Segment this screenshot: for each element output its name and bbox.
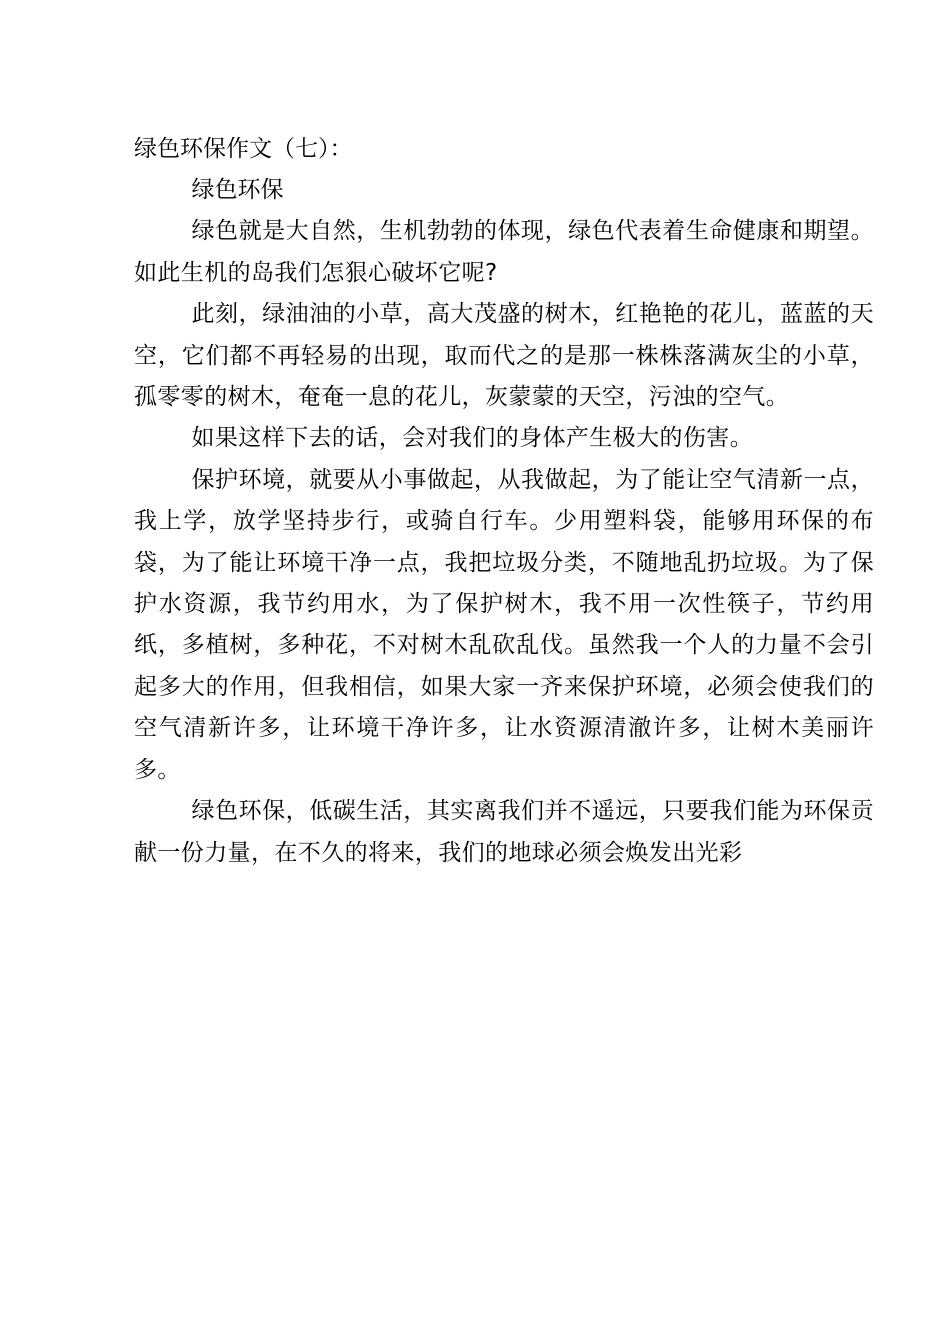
paragraph-2: 此刻，绿油油的小草，高大茂盛的树木，红艳艳的花儿，蓝蓝的天空，它们都不再轻易的出现，取而代之的是那一株株落满灰尘的小草，孤零零的树木，奄奄一息的花儿，灰蒙蒙的天空，污浊的空气。 <box>134 301 874 411</box>
document-title: 绿色环保作文（七）： <box>134 136 353 162</box>
essay-subtitle: 绿色环保 <box>191 177 284 203</box>
paragraph-3: 如果这样下去的话，会对我们的身体产生极大的伤害。 <box>191 425 754 452</box>
document-body <box>134 129 874 874</box>
paragraph-1: 绿色就是大自然，生机勃勃的体现，绿色代表着生命健康和期望。如此生机的岛我们怎狠心破坏它呢? <box>134 218 874 286</box>
paragraph-5: 绿色环保，低碳生活，其实离我们并不遥远，只要我们能为环保贡献一份力量，在不久的将来，我们的地球必须会焕发出光彩 <box>134 798 874 866</box>
paragraph-4: 保护环境，就要从小事做起，从我做起，为了能让空气清新一点，我上学，放学坚持步行，或骑自行车。少用塑料袋，能够用环保的布袋，为了能让环境干净一点，我把垃圾分类，不随地乱扔垃圾。为了保护水资源，我节约用水，为了保护树木，我不用一次性筷子，节约用纸，多植树，多种花，不对树木乱砍乱伐。虽然我一个人的力量不会引起多大的作用，但我相信，如果大家一齐来保护环境，必须会使我们的空气清新许多，让环境干净许多，让水资源清澈许多，让树木美丽许多。 <box>134 466 874 783</box>
